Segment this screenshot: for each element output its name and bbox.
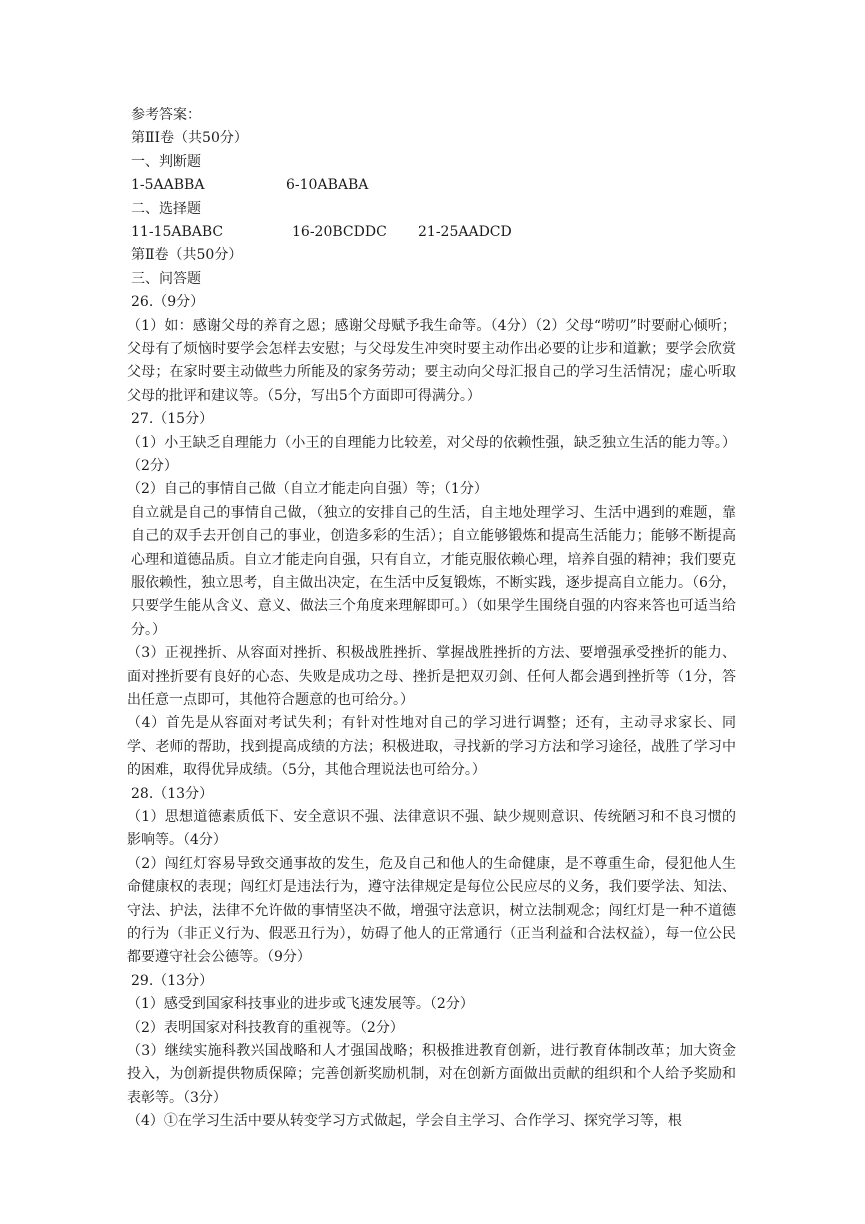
- answer-paragraph: （2）表明国家对科技教育的重视等。（2分）: [127, 1019, 404, 1036]
- section-heading-qa: 三、问答题: [131, 270, 201, 287]
- doc-title: 参考答案：: [131, 107, 201, 123]
- answer-paragraph: （3）继续实施科教兴国战略和人才强国战略；积极推进教育创新，进行教育体制改革；加大资金投入，为创新提供物质保障；完善创新奖励机制，对在创新方面做出贡献的组织和个人给予奖励和表彰等。（3分）: [127, 1043, 736, 1106]
- volume-heading: 第ⅡⅠ卷（共50分）: [131, 130, 248, 147]
- section-heading-choice: 二、选择题: [131, 200, 201, 217]
- answer-paragraph: （1）小王缺乏自理能力（小王的自理能力比较差，对父母的依赖性强，缺乏独立生活的能力等。）（2分）: [127, 434, 736, 474]
- answer-paragraph: （2）自己的事情自己做（自立才能走向自强）等；（1分）: [127, 481, 488, 498]
- answer-paragraph: （3）正视挫折、从容面对挫折、积极战胜挫折、掌握战胜挫折的方法、要增强承受挫折的能力、面对挫折要有良好的心态、失败是成功之母、挫折是把双刃剑、任何人都会遇到挫折等（1分，答出任意一点即可，其他符合题意的也可给分。）: [127, 645, 736, 708]
- question-heading: 29.（13分）: [131, 972, 214, 989]
- answer-paragraph: （4）首先是从容面对考试失利；有针对性地对自己的学习进行调整；还有，主动寻求家长、同学、老师的帮助，找到提高成绩的方法；积极进取，寻找新的学习方法和学习途径，战胜了学习中的困难，取得优异成绩。（5分，其他合理说法也可给分。）: [127, 715, 736, 779]
- volume-heading: 第Ⅱ卷（共50分）: [131, 247, 243, 264]
- answer-paragraph: （4）①在学习生活中要从转变学习方式做起，学会自主学习、合作学习、探究学习等，根: [127, 1113, 682, 1130]
- answer-paragraph: （1）感受到国家科技事业的进步或飞速发展等。（2分）: [127, 996, 474, 1013]
- question-heading: 28.（13分）: [131, 785, 214, 802]
- judgment-answers: [131, 174, 736, 197]
- choice-answers: [131, 221, 736, 244]
- question-heading: 26.（9分）: [131, 294, 205, 311]
- section-heading-judgment: 一、判断题: [131, 153, 201, 170]
- answer-group: 11-15ABABC: [131, 223, 224, 240]
- answer-document: [127, 104, 736, 1134]
- answer-group: 6-10ABABA: [286, 177, 369, 194]
- answer-paragraph: （1）思想道德素质低下、安全意识不强、法律意识不强、缺少规则意识、传统陋习和不良习惯的影响等。（4分）: [127, 809, 736, 849]
- answer-group: 16-20BCDDC: [292, 223, 387, 240]
- answer-paragraph: 自立就是自己的事情自己做，（独立的安排自己的生活，自主地处理学习、生活中遇到的难题，靠自己的双手去开创自己的事业，创造多彩的生活）；自立能够锻炼和提高生活能力；能够不断提高心理和道德品质。自立才能走向自强，只有自立，才能克服依赖心理，培养自强的精神；我们要克服依赖性，独立思考，自主做出决定，在生活中反复锻炼，不断实践，逐步提高自立能力。（6分，只要学生能从含义、意义、做法三个角度来理解即可。）（如果学生围绕自强的内容来答也可适当给分。）: [131, 504, 736, 638]
- answer-paragraph: （2）闯红灯容易导致交通事故的发生，危及自己和他人的生命健康，是不尊重生命，侵犯他人生命健康权的表现；闯红灯是违法行为，遵守法律规定是每位公民应尽的义务，我们要学法、知法、守法、护法，法律不允许做的事情坚决不做，增强守法意识，树立法制观念；闯红灯是一种不道德的行为（非正义行为、假恶丑行为），妨碍了他人的正常通行（正当利益和合法权益），每一位公民都要遵守社会公德等。（9分）: [127, 855, 736, 966]
- question-heading: 27.（15分）: [131, 411, 214, 428]
- answer-group: 21-25AADCD: [418, 223, 512, 240]
- answer-paragraph: （1）如：感谢父母的养育之恩；感谢父母赋予我生命等。（4分）（2）父母“唠叨”时要耐心倾听；父母有了烦恼时要学会怎样去安慰；与父母发生冲突时要主动作出必要的让步和道歉；要学会欣赏父母；在家时要主动做些力所能及的家务劳动；要主动向父母汇报自己的学习生活情况；虚心听取父母的批评和建议等。（5分，写出5个方面即可得满分。）: [127, 317, 736, 404]
- answer-group: 1-5AABBA: [131, 177, 205, 194]
